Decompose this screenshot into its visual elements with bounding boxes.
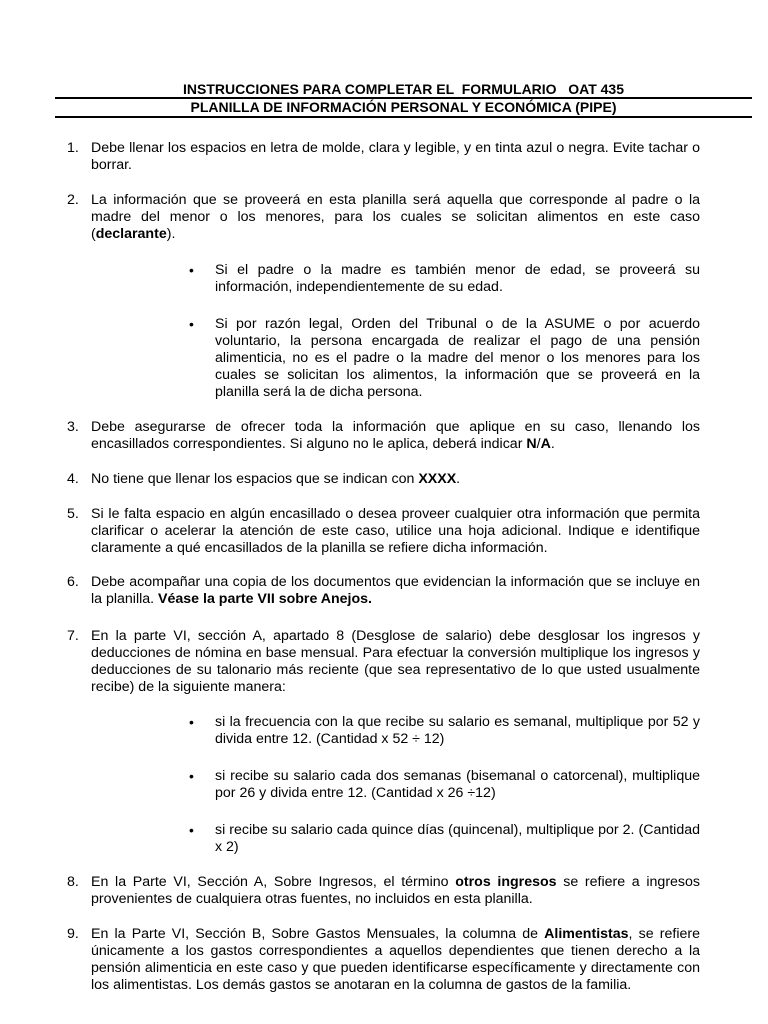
bullet-text: Si el padre o la madre es también menor de edad, se proveerá su información, independientemente de su edad. xyxy=(215,262,700,295)
item-text: Debe acompañar una copia de los documentos que evidencian la información que se incluye en la planilla. xyxy=(91,574,700,607)
item-text-end: . xyxy=(456,471,461,487)
bullet-item-5 xyxy=(189,822,700,856)
bullet-item-2 xyxy=(189,316,700,401)
list-item-7 xyxy=(67,628,700,696)
item-text: Si le falta espacio en algún encasillado o desea proveer cualquier otra información que permita clarificar o acelerar la atención de este caso, utilice una hoja adicional. Indique e identifique claramente a qué encasillados de la planilla se refiere dicha información. xyxy=(91,506,700,556)
list-item-9 xyxy=(67,926,700,994)
bullet-text: si recibe su salario cada dos semanas (bisemanal o catorcenal), multiplique por 26 y divida entre 12. (Cantidad x 26 ÷12) xyxy=(215,768,700,801)
item-text-end: se refiere a ingresos provenientes de cualquiera otras fuentes, no incluidos en esta planilla. xyxy=(91,874,701,907)
bullet-icon: • xyxy=(189,262,194,278)
item-text: No tiene que llenar los espacios que se indican con xyxy=(91,471,419,487)
item-number: 7. xyxy=(67,628,79,644)
item-number: 9. xyxy=(67,926,79,942)
list-item-8 xyxy=(67,874,701,908)
item-number: 3. xyxy=(67,419,79,435)
bullet-icon: • xyxy=(189,768,194,784)
list-item-4 xyxy=(67,471,700,488)
list-item-3 xyxy=(67,419,700,453)
item-number: 6. xyxy=(67,574,79,590)
item-number: 8. xyxy=(67,874,79,890)
item-bold-text-2: A xyxy=(540,436,551,452)
bullet-text: Si por razón legal, Orden del Tribunal o de la ASUME o por acuerdo voluntario, la persona encargada de realizar el pago de una pensión alimenticia, no es el padre o la madre del menor o los menores para los cuales se solicitan los alimentos, la información que se proveerá en la planilla será la de dicha persona. xyxy=(215,316,700,400)
item-bold-text: Alimentistas xyxy=(544,926,629,942)
title-planilla: PLANILLA DE INFORMACIÓN PERSONAL Y ECONÓMICA (PIPE) xyxy=(190,99,617,115)
item-text-end: ). xyxy=(166,226,176,242)
item-text: En la parte VI, sección A, apartado 8 (Desglose de salario) debe desglosar los ingresos y deducciones de nómina en base mensual. Para efectuar la conversión multiplique los ingresos y deducciones de su talonario más reciente (que sea representativo de lo que usted usualmente recibe) de la siguiente manera: xyxy=(91,628,700,695)
bullet-text: si recibe su salario cada quince días (quincenal), multiplique por 2. (Cantidad x 2) xyxy=(215,822,700,855)
bullet-text: si la frecuencia con la que recibe su salario es semanal, multiplique por 52 y divida entre 12. (Cantidad x 52 ÷ 12) xyxy=(215,714,700,747)
item-number: 5. xyxy=(67,506,79,522)
list-item-2 xyxy=(67,192,700,243)
item-bold-text: declarante xyxy=(95,226,167,242)
list-item-6 xyxy=(67,574,700,608)
bullet-item-1 xyxy=(189,262,700,296)
item-number: 4. xyxy=(67,471,79,487)
item-number: 1. xyxy=(67,140,79,156)
item-text: En la Parte VI, Sección A, Sobre Ingresos, el término xyxy=(91,874,456,890)
item-number: 2. xyxy=(67,192,79,208)
bullet-item-4 xyxy=(189,768,700,802)
item-bold-text: otros ingresos xyxy=(455,874,557,890)
item-text-end: . xyxy=(550,436,555,452)
item-text-mid: / xyxy=(536,436,541,452)
item-text: Debe llenar los espacios en letra de molde, clara y legible, y en tinta azul o negra. Evite tachar o borrar. xyxy=(91,140,700,173)
title-rule-bottom xyxy=(55,116,752,118)
bullet-icon: • xyxy=(189,822,194,838)
item-text: Debe asegurarse de ofrecer toda la información que aplique en su caso, llenando los encasillados correspondientes. Si alguno no le aplica, deberá indicar xyxy=(91,419,700,452)
item-text: En la Parte VI, Sección B, Sobre Gastos Mensuales, la columna de xyxy=(91,926,545,942)
item-text: La información que se proveerá en esta planilla será aquella que corresponde al padre o la madre del menor o los menores, para los cuales se solicitan alimentos en este caso ( xyxy=(91,192,700,242)
bullet-item-3 xyxy=(189,714,700,748)
bullet-icon: • xyxy=(189,316,194,332)
title-instrucciones: INSTRUCCIONES PARA COMPLETAR EL FORMULARIO OAT 435 xyxy=(182,81,625,97)
item-bold-text: N xyxy=(526,436,537,452)
item-bold-text: Véase la parte VII sobre Anejos. xyxy=(158,591,373,607)
list-item-5 xyxy=(67,506,700,557)
list-item-1 xyxy=(67,140,700,174)
item-bold-text: XXXX xyxy=(418,471,457,487)
bullet-icon: • xyxy=(189,714,194,730)
item-text-end: , se refiere únicamente a los gastos correspondientes a aquellos dependientes que tienen derecho a la pensión alimenticia en este caso y que pueden identificarse específicamente y directamente con los alimentistas. Los demás gastos se anotaran en la columna de gastos de la familia. xyxy=(91,926,700,993)
